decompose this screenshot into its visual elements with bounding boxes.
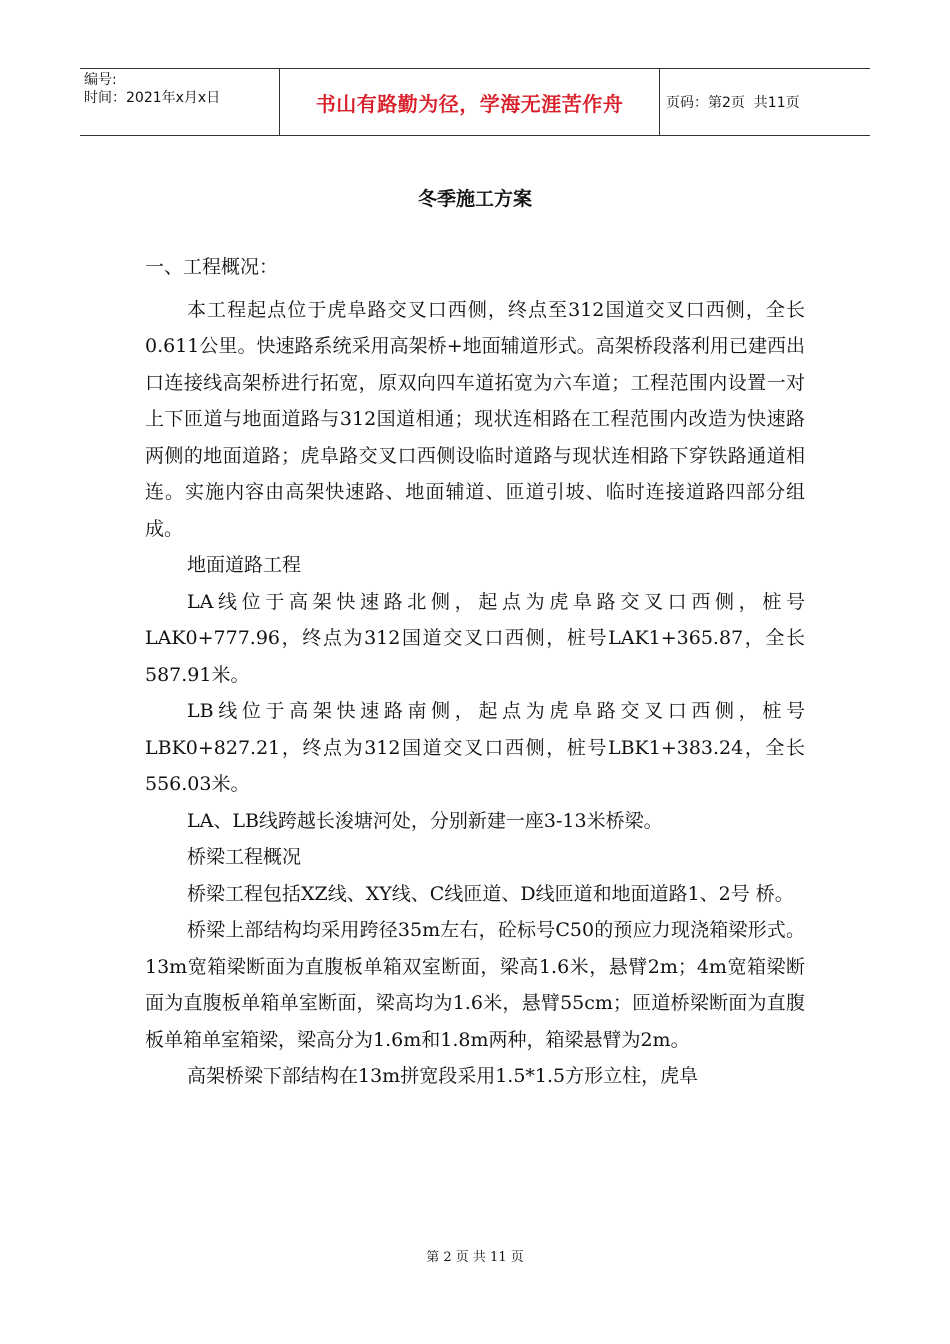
paragraph: LB线位于高架快速路南侧，起点为虎阜路交叉口西侧，桩号LBK0+827.21，终点为312国道交叉口西侧，桩号LBK1+383.24，全长556.03米。 — [145, 700, 805, 795]
paragraph: 桥梁工程包括XZ线、XY线、C线匝道、D线匝道和地面道路1、2号 桥。 — [187, 882, 794, 905]
document-time-label: 时间：2021年x月x日 — [84, 90, 221, 106]
document-code-label: 编号: — [84, 72, 117, 88]
paragraph: LA线位于高架快速路北侧，起点为虎阜路交叉口西侧，桩号LAK0+777.96，终点为312国道交叉口西侧，桩号LAK1+365.87，全长587.91米。 — [145, 590, 805, 686]
header-info — [80, 69, 280, 135]
section-heading: 一、工程概况： — [145, 256, 279, 278]
subheading: 桥梁工程概况 — [187, 846, 302, 868]
paragraph: 高架桥梁下部结构在13m拼宽段采用1.5*1.5方形立柱，虎阜 — [187, 1065, 699, 1087]
header-page-info — [660, 69, 870, 135]
document-body — [145, 249, 805, 1095]
header-motto: 书山有路勤为径，学海无涯苦作舟 — [280, 69, 660, 135]
paragraph: LA、LB线跨越长浚塘河处，分别新建一座3-13米桥梁。 — [187, 809, 663, 832]
page-footer — [0, 1246, 950, 1265]
document-title: 冬季施工方案 — [417, 188, 532, 210]
footer-page-number: 第 2 页 共 11 页 — [426, 1250, 524, 1265]
paragraph: 桥梁上部结构均采用跨径35m左右，砼标号C50的预应力现浇箱梁形式。13m宽箱梁断面为直腹板单箱双室断面，梁高1.6米，悬臂2m；4m宽箱梁断面为直腹板单箱单室断面，梁高均为1.6米，悬臂55cm；匝道桥梁断面为直腹板单箱单室箱梁，梁高分为1.6m和1.8m两种，箱梁悬臂为2m。 — [145, 919, 805, 1051]
header-page-label: 页码：第2页 共11页 — [666, 95, 800, 111]
subheading: 地面道路工程 — [187, 554, 302, 576]
paragraph: 本工程起点位于虎阜路交叉口西侧，终点至312国道交叉口西侧，全长0.611公里。快速路系统采用高架桥+地面辅道形式。高架桥段落利用已建西出口连接线高架桥进行拓宽，原双向四车道拓宽为六车道；工程范围内设置一对上下匝道与地面道路与312国道相通；现状连相路在工程范围内改造为快速路两侧的地面道路；虎阜路交叉口西侧设临时道路与现状连相路下穿铁路通道相连。实施内容由高架快速路、地面辅道、匝道引坡、临时连接道路四部分组成。 — [145, 298, 805, 540]
page-header — [80, 68, 870, 136]
